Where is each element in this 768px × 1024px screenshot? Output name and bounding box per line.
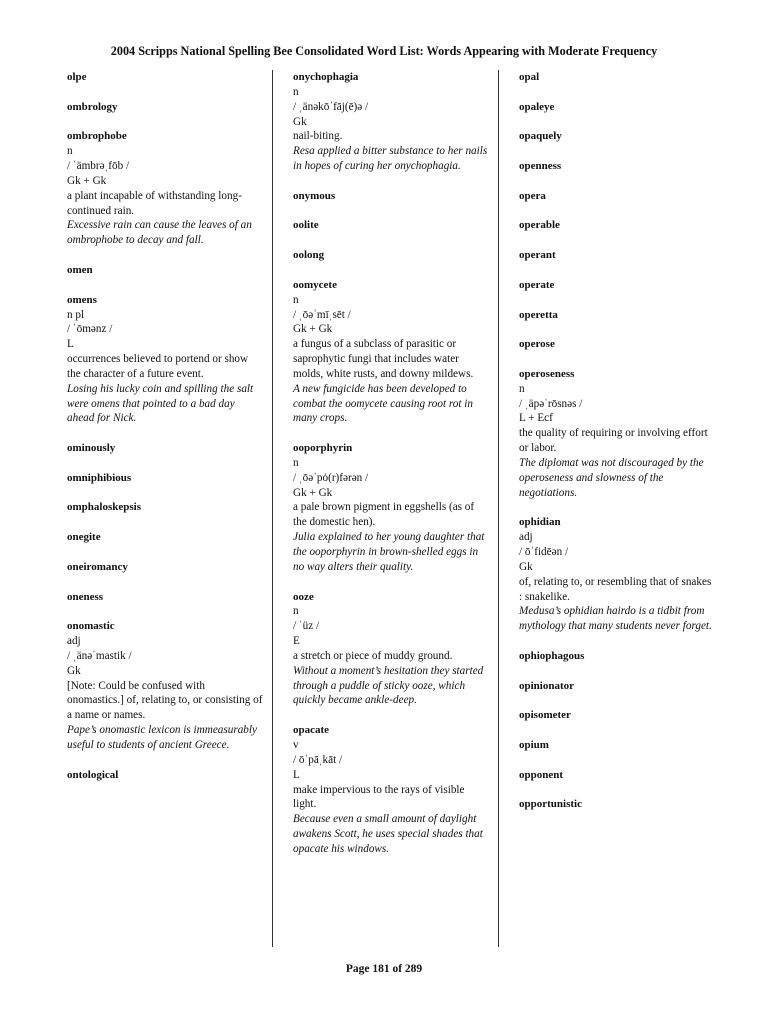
entry-word: operetta (519, 308, 558, 321)
example-sentence: The diplomat was not discouraged by the operoseness and slowness of the negotiations. (519, 456, 704, 499)
word-entry (67, 293, 263, 427)
word-entry (519, 308, 715, 323)
word-entry (519, 337, 715, 352)
example-sentence: Pape’s onomastic lexicon is immeasurably useful to students of ancient Greece. (67, 724, 257, 751)
word-entry (519, 189, 715, 204)
entry-word: opera (519, 189, 546, 202)
entry-word: ombrophobe (67, 130, 127, 143)
column-divider (498, 70, 499, 947)
pronunciation: / ˈüz / (293, 620, 320, 633)
part-of-speech: n (67, 145, 73, 158)
entry-word: opisometer (519, 709, 571, 722)
word-entry (67, 263, 263, 278)
entry-word: opaleye (519, 100, 555, 113)
word-entry (293, 189, 489, 204)
entry-word: onegite (67, 531, 101, 544)
entry-word: opium (519, 738, 549, 751)
word-entry (519, 738, 715, 753)
entry-word: omens (67, 293, 97, 306)
entry-word: operant (519, 249, 556, 262)
entry-word: ophidian (519, 516, 561, 529)
pronunciation: / ˌōəˈpȯ(r)fərən / (293, 471, 369, 484)
entry-word: operose (519, 338, 555, 351)
word-entry (519, 248, 715, 263)
word-entry (67, 560, 263, 575)
part-of-speech: n (293, 605, 299, 618)
entry-word: operate (519, 278, 555, 291)
definition: a plant incapable of withstanding long-continued rain. (67, 189, 242, 217)
entry-word: oolong (293, 249, 325, 262)
entry-word: oolite (293, 219, 319, 232)
entry-word: operable (519, 219, 560, 232)
word-entry (519, 218, 715, 233)
example-sentence: Losing his lucky coin and spilling the salt were omens that pointed to a bad day ahead for Nick. (67, 382, 254, 425)
entry-word: opacate (293, 724, 330, 737)
word-entry (67, 441, 263, 456)
word-entry (519, 797, 715, 812)
entry-word: onychophagia (293, 71, 359, 83)
part-of-speech: n pl (67, 308, 85, 321)
entry-word: opponent (519, 768, 564, 781)
word-entry (519, 515, 715, 634)
entry-word: operoseness (519, 367, 575, 380)
example-sentence: Because even a small amount of daylight awakens Scott, he uses special shades that opacate his windows. (293, 813, 483, 855)
definition: a fungus of a subclass of parasitic or saprophytic fungi that includes water molds, white rusts, and downy mildews. (293, 338, 474, 380)
word-entry (519, 679, 715, 694)
entry-word: onomastic (67, 620, 115, 633)
word-entry (293, 70, 489, 174)
column-1 (67, 70, 263, 797)
definition: [Note: Could be confused with onomastics.] of, relating to, or consisting of a name or names. (67, 679, 263, 722)
entry-word: omniphibious (67, 471, 132, 484)
word-entry (519, 708, 715, 723)
word-entry (67, 530, 263, 545)
entry-word: ontological (67, 768, 119, 781)
word-entry (519, 367, 715, 501)
pronunciation: / ˌänəˈmastik / (67, 649, 132, 662)
language-origin: E (293, 635, 300, 648)
word-entry (293, 590, 489, 709)
page-title: 2004 Scripps National Spelling Bee Consolidated Word List: Words Appearing with Moderate Frequency (110, 44, 658, 58)
column-divider (272, 70, 273, 947)
example-sentence: Medusa’s ophidian hairdo is a tidbit from mythology that many students never forget. (519, 605, 712, 633)
example-sentence: Excessive rain can cause the leaves of an ombrophobe to decay and fall. (67, 219, 252, 247)
word-entry (293, 723, 489, 857)
definition: occurrences believed to portend or show the character of a future event. (67, 353, 249, 380)
word-entry (67, 768, 263, 783)
definition: the quality of requiring or involving effort or labor. (519, 427, 708, 455)
entry-word: opportunistic (519, 798, 582, 811)
entry-word: openness (519, 160, 562, 173)
column-3 (519, 70, 715, 827)
entry-word: omphaloskepsis (67, 501, 141, 514)
entry-word: ominously (67, 442, 116, 455)
language-origin: Gk (67, 664, 81, 677)
entry-word: opaquely (519, 130, 562, 143)
pronunciation: / ōˈfidēən / (519, 546, 569, 558)
word-entry (67, 500, 263, 515)
part-of-speech: v (293, 738, 299, 751)
entry-word: oneness (67, 590, 104, 603)
column-2 (293, 70, 489, 872)
language-origin: L (293, 768, 300, 781)
entry-word: opal (519, 71, 540, 83)
language-origin: Gk + Gk (293, 486, 333, 499)
entry-word: ooze (293, 590, 314, 603)
language-origin: Gk (293, 115, 307, 128)
definition: a stretch or piece of muddy ground. (293, 649, 453, 662)
word-entry (293, 441, 489, 575)
entry-word: ooporphyrin (293, 442, 353, 455)
word-entry (293, 248, 489, 263)
example-sentence: A new fungicide has been developed to combat the oomycete causing root rot in many crops. (293, 382, 473, 425)
page-number: Page 181 of 289 (345, 963, 423, 975)
definition: of, relating to, or resembling that of snakes : snakelike. (519, 575, 712, 603)
part-of-speech: adj (519, 531, 533, 544)
word-entry (519, 278, 715, 293)
word-entry (67, 100, 263, 115)
entry-word: omen (67, 263, 93, 276)
definition: nail-biting. (293, 130, 343, 143)
language-origin: Gk + Gk (293, 323, 333, 336)
word-entry (67, 129, 263, 248)
part-of-speech: adj (67, 635, 81, 648)
language-origin: Gk (519, 560, 533, 573)
word-entry (67, 590, 263, 605)
part-of-speech: n (293, 293, 299, 306)
word-entry (293, 278, 489, 426)
language-origin: L + Ecf (519, 412, 553, 425)
definition: make impervious to the rays of visible light. (293, 783, 465, 811)
entry-word: oomycete (293, 278, 337, 291)
word-entry (519, 129, 715, 144)
pronunciation: / ˈämbrəˌfōb / (67, 160, 130, 173)
entry-word: oneiromancy (67, 560, 128, 573)
example-sentence: Resa applied a bitter substance to her nails in hopes of curing her onychophagia. (293, 145, 488, 173)
language-origin: Gk + Gk (67, 174, 107, 187)
definition: a pale brown pigment in eggshells (as of the domestic hen). (293, 501, 475, 529)
word-entry (519, 159, 715, 174)
example-sentence: Without a moment’s hesitation they started through a puddle of sticky ooze, which quickly became ankle-deep. (293, 664, 484, 707)
language-origin: L (67, 338, 74, 351)
entry-word: opinionator (519, 679, 575, 692)
part-of-speech: n (293, 85, 299, 98)
part-of-speech: n (293, 456, 299, 469)
word-entry (519, 100, 715, 115)
pronunciation: / ōˈpāˌkāt / (293, 753, 343, 766)
entry-word: ophiophagous (519, 649, 585, 662)
word-entry (519, 768, 715, 783)
part-of-speech: n (519, 382, 525, 395)
example-sentence: Julia explained to her young daughter that the ooporphyrin in brown-shelled eggs in no way alters their quality. (293, 531, 485, 573)
entry-word: olpe (67, 71, 87, 83)
word-entry (293, 218, 489, 233)
pronunciation: / ˌäpəˈrōsnəs / (519, 397, 583, 410)
word-entry (519, 649, 715, 664)
entry-word: onymous (293, 189, 336, 202)
pronunciation: / ˈōmənz / (67, 323, 113, 336)
word-entry (67, 471, 263, 486)
pronunciation: / ˌōəˈmīˌsēt / (293, 308, 351, 321)
word-entry (67, 70, 263, 85)
word-entry (519, 70, 715, 85)
entry-word: ombrology (67, 100, 118, 113)
pronunciation: / ˌänəkōˈfāj(ē)ə / (293, 100, 369, 113)
word-entry (67, 619, 263, 753)
